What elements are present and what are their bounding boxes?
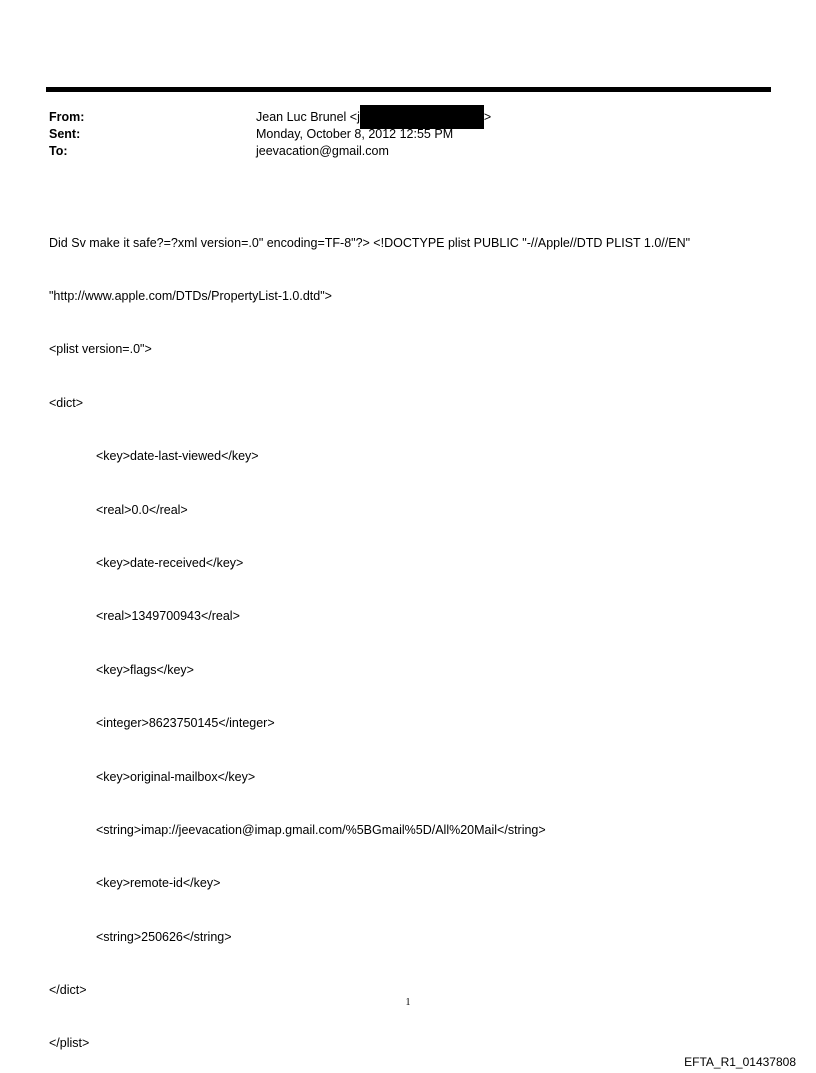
dict-line: <key>date-received</key> bbox=[96, 555, 244, 570]
dict-line: <key>flags</key> bbox=[96, 662, 194, 677]
to-row bbox=[49, 143, 749, 160]
bates-number: EFTA_R1_01437808 bbox=[684, 1055, 796, 1069]
to-value: jeevacation@gmail.com bbox=[256, 144, 389, 158]
to-label: To: bbox=[49, 144, 68, 158]
email-body bbox=[49, 199, 769, 1071]
sent-value: Monday, October 8, 2012 12:55 PM bbox=[256, 127, 454, 141]
sent-label: Sent: bbox=[49, 127, 81, 141]
dict-line: <key>date-last-viewed</key> bbox=[96, 449, 259, 464]
from-row bbox=[49, 109, 749, 126]
body-line: </plist> bbox=[49, 1036, 90, 1051]
header-rule bbox=[46, 87, 771, 92]
dict-line: <key>original-mailbox</key> bbox=[96, 769, 256, 784]
from-label: From: bbox=[49, 110, 85, 124]
dict-line: <real>0.0</real> bbox=[96, 502, 188, 517]
body-line: Did Sv make it safe?=?xml version=.0" encoding=TF-8"?> <!DOCTYPE plist PUBLIC "-//Apple//DTD PLIST 1.0//EN" bbox=[49, 235, 691, 250]
dict-line: <integer>8623750145</integer> bbox=[96, 716, 275, 731]
email-header bbox=[49, 109, 749, 160]
dict-line: <string>250626</string> bbox=[96, 929, 232, 944]
body-line: <dict> bbox=[49, 395, 84, 410]
body-line: </dict> bbox=[49, 983, 87, 998]
dict-line: <real>1349700943</real> bbox=[96, 609, 240, 624]
page-number: 1 bbox=[405, 997, 411, 1008]
dict-line: <key>remote-id</key> bbox=[96, 876, 221, 891]
body-line: <plist version=.0"> bbox=[49, 342, 152, 357]
body-line: "http://www.apple.com/DTDs/PropertyList-1.0.dtd"> bbox=[49, 288, 332, 303]
from-value bbox=[256, 109, 491, 126]
sent-row bbox=[49, 126, 749, 143]
from-value-suffix: > bbox=[483, 110, 492, 124]
dict-line: <string>imap://jeevacation@imap.gmail.com/%5BGmail%5D/All%20Mail</string> bbox=[96, 822, 546, 837]
from-value-prefix: Jean Luc Brunel <j bbox=[256, 110, 360, 124]
